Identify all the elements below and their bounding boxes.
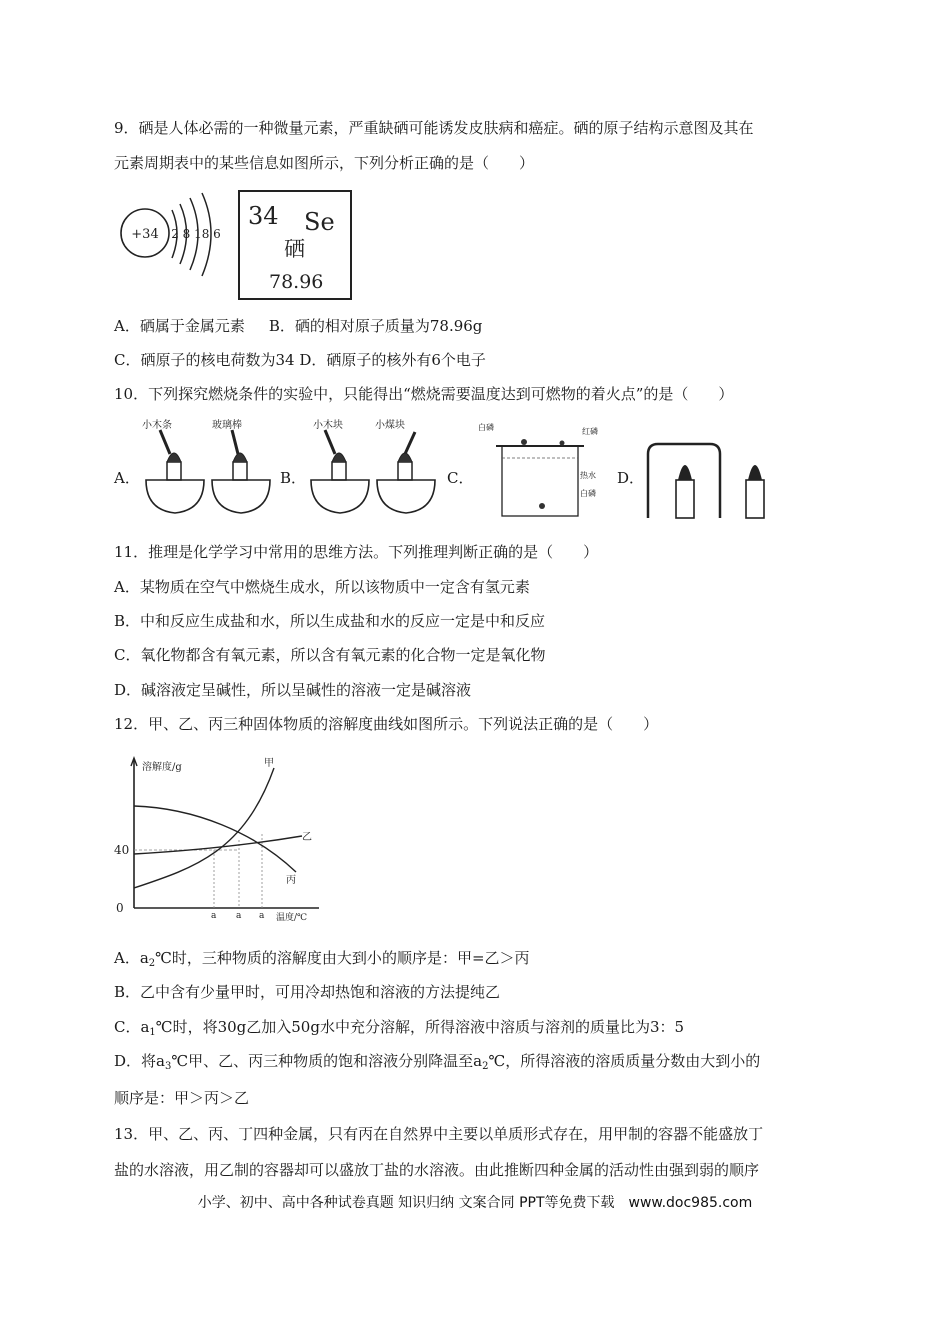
label-hot-water: 热水	[580, 471, 596, 480]
q13-stem-line1: 13．甲、乙、丙、丁四种金属，只有丙在自然界中主要以单质形式存在，用甲制的容器不能盛放丁	[114, 1125, 764, 1143]
candle-open	[746, 480, 764, 518]
element-number: 34	[248, 202, 279, 230]
label-small-stick: 小木条	[142, 420, 172, 431]
q12-option-d: D．将$a_3℃$甲、乙、丙三种物质的饱和溶液分别降温至$a_2℃$，所得溶液的溶质质量分数由大到小的	[114, 1052, 761, 1072]
series-bing-curve	[134, 806, 296, 872]
q11-option-c: C．氧化物都含有氧元素，所以含有氧元素的化合物一定是氧化物	[114, 646, 546, 664]
q9-option-a: A．硒属于金属元素	[114, 317, 245, 335]
q10-label-d: D．	[617, 469, 645, 487]
q9-stem-line2: 元素周期表中的某些信息如图所示，下列分析正确的是（ ）	[114, 154, 535, 172]
element-mass: 78.96	[269, 271, 324, 293]
q11-stem: 11．推理是化学学习中常用的思维方法。下列推理判断正确的是（ ）	[114, 543, 599, 561]
series-jia-label: 甲	[264, 758, 274, 769]
label-red-phosphorus: 红磷	[582, 427, 598, 436]
lamp-left	[146, 480, 204, 513]
q10-stem: 10．下列探究燃烧条件的实验中，只能得出“燃烧需要温度达到可燃物的着火点”的是（ ）	[114, 385, 734, 403]
lamp-right	[212, 480, 270, 513]
bell-jar	[648, 444, 720, 518]
q12-option-b: B．乙中含有少量甲时，可用冷却热饱和溶液的方法提纯乙	[114, 983, 501, 1001]
chart-xlabel: 温度/℃	[276, 913, 308, 923]
label-white-phosphorus-bottom: 白磷	[580, 489, 596, 498]
q9-option-b: B．硒的相对原子质量为78.96g	[268, 317, 483, 335]
q10-label-b: B．	[280, 469, 307, 487]
q12-option-d-cont: 顺序是：甲＞丙＞乙	[114, 1089, 250, 1107]
element-symbol: Se	[304, 208, 335, 236]
element-name: 硒	[284, 237, 305, 261]
candle-covered	[676, 480, 694, 518]
chart-y-tick-0: 0	[116, 901, 124, 915]
q11-option-b: B．中和反应生成盐和水，所以生成盐和水的反应一定是中和反应	[114, 612, 546, 630]
chart-x-tick-a1: a	[211, 911, 217, 921]
electron-counts: 2 8 18 6	[171, 227, 221, 241]
q10-figure-a	[140, 418, 275, 520]
q11-option-a: A．某物质在空气中燃烧生成水，所以该物质中一定含有氢元素	[114, 578, 530, 596]
q9-options-cd: C．硒原子的核电荷数为34 D．硒原子的核外有6个电子	[114, 351, 486, 369]
q10-label-a: A．	[114, 469, 140, 487]
series-yi-label: 乙	[302, 832, 312, 843]
series-jia-curve	[134, 768, 274, 888]
chart-y-tick-40: 40	[114, 843, 130, 857]
q13-stem-line2: 盐的水溶液，用乙制的容器却可以盛放丁盐的水溶液。由此推断四种金属的活动性由强到弱的顺序	[114, 1161, 760, 1179]
label-white-phosphorus-top: 白磷	[478, 423, 494, 432]
label-small-block: 小木块	[313, 420, 343, 431]
q11-option-d: D．碱溶液定呈碱性，所以呈碱性的溶液一定是碱溶液	[114, 681, 472, 699]
label-coal-block: 小煤块	[375, 420, 405, 431]
q10-figure-c	[472, 418, 612, 523]
q10-figure-b	[305, 418, 440, 520]
q12-option-a: A．$a_2℃$时，三种物质的溶解度由大到小的顺序是：甲=乙＞丙	[114, 949, 530, 969]
q9-options-ab	[114, 316, 482, 336]
series-bing-label: 丙	[286, 875, 296, 886]
q9-atom-figure	[114, 188, 359, 304]
q12-option-c: C．$a_1℃$时，将30g乙加入50g水中充分溶解，所得溶液中溶质与溶剂的质量比为3：5	[114, 1018, 685, 1038]
chart-x-tick-a2: a	[236, 911, 242, 921]
q12-stem: 12．甲、乙、丙三种固体物质的溶解度曲线如图所示。下列说法正确的是（ ）	[114, 715, 659, 733]
q10-label-c: C．	[447, 469, 474, 487]
chart-x-tick-a3: a	[259, 911, 265, 921]
nucleus-charge: +34	[131, 227, 159, 242]
q10-figure-d	[640, 440, 790, 522]
q12-solubility-chart	[114, 752, 329, 924]
series-yi-curve	[134, 836, 302, 854]
chart-ylabel: 溶解度/g	[142, 762, 182, 773]
q9-stem-line1: 9．硒是人体必需的一种微量元素，严重缺硒可能诱发皮肤病和癌症。硒的原子结构示意图及其在	[114, 119, 754, 137]
label-glass-rod: 玻璃棒	[212, 420, 242, 431]
page-footer: 小学、初中、高中各种试卷真题 知识归纳 文案合同 PPT等免费下载 www.doc985.com	[197, 1195, 753, 1211]
